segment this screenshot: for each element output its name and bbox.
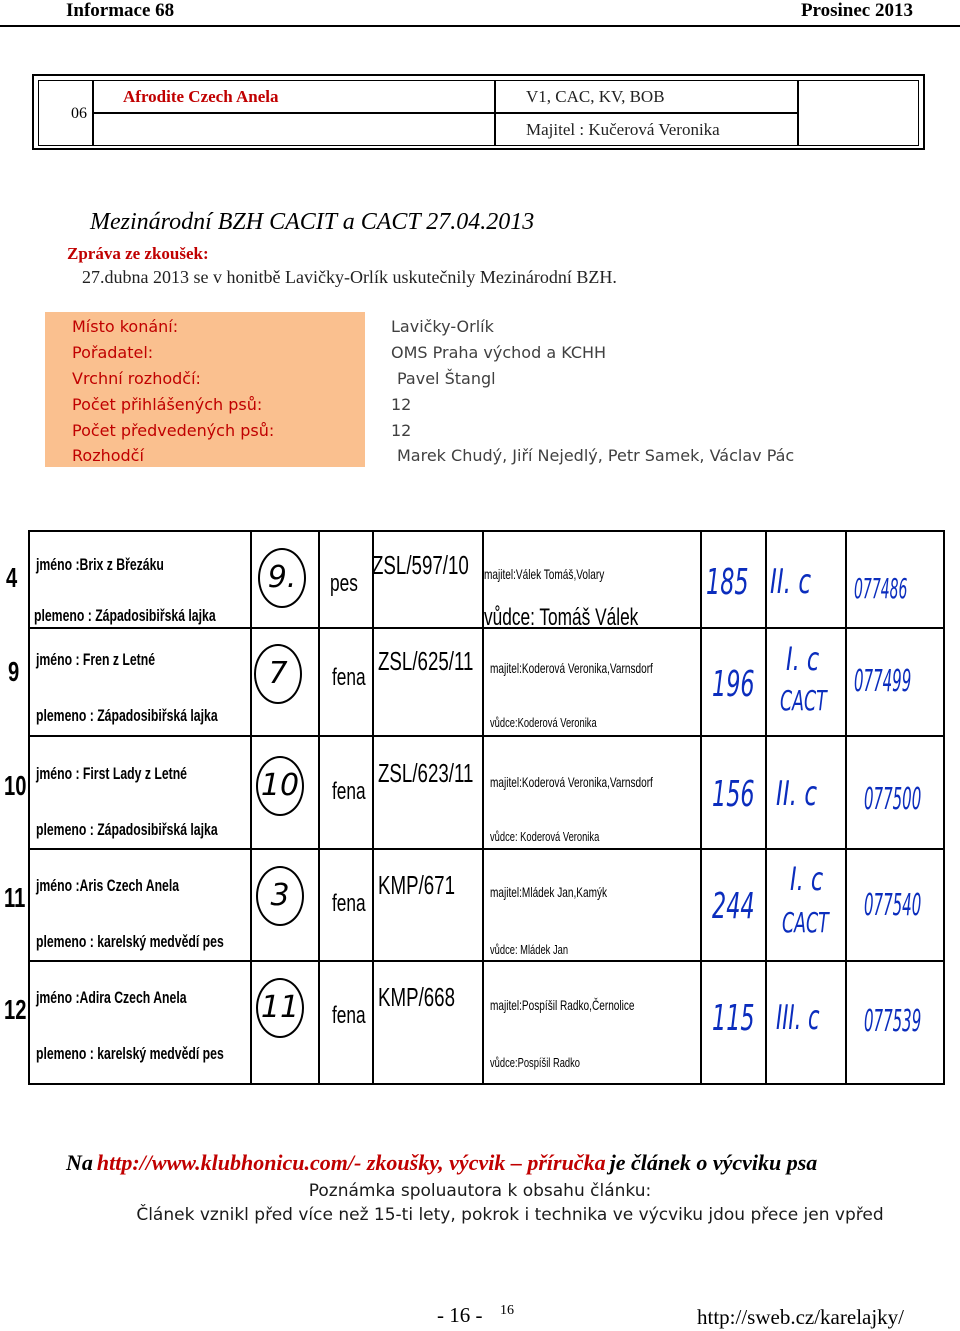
row-divider — [30, 960, 943, 962]
column-divider — [372, 532, 374, 1083]
table-cell-dog — [93, 80, 495, 113]
entry-code: 077539 — [864, 1004, 922, 1039]
entry-code: 077486 — [854, 572, 908, 605]
entry-no: 12 — [4, 994, 27, 1025]
entry-draw: 7 — [268, 656, 288, 691]
coauthor-note-text: Článek vznikl před více než 15-ti lety, pokrok i technika ve výcviku jdou přece jen vpřed — [136, 1205, 884, 1225]
entry-name: jméno :Aris Czech Anela — [36, 876, 180, 895]
label-place: Místo konání: — [72, 317, 179, 336]
link-prefix: Na — [66, 1150, 93, 1175]
entry-no: 10 — [4, 770, 27, 801]
column-divider — [250, 532, 252, 1083]
entry-prize: II. c — [776, 774, 818, 814]
article-link-line — [66, 1150, 817, 1176]
entry-breed: plemeno : Západosibiřská lajka — [36, 820, 218, 839]
entry-sex: fena — [332, 1002, 366, 1029]
draw-circle — [258, 548, 306, 608]
entry-draw: 11 — [260, 990, 300, 1025]
entry-points: 185 — [706, 562, 749, 603]
footer-url[interactable]: http://sweb.cz/karelajky/ — [697, 1305, 905, 1329]
value-registered: 12 — [391, 395, 412, 414]
header-divider — [0, 25, 960, 27]
entry-owner: majitel:Koderová Veronika,Varnsdorf — [490, 774, 653, 790]
table-cell-empty — [93, 113, 495, 146]
column-divider — [700, 532, 702, 1083]
label-presented: Počet předvedených psů: — [72, 421, 275, 440]
entry-reg: ZSL/625/11 — [378, 646, 474, 676]
column-divider — [845, 532, 847, 1083]
report-label: Zpráva ze zkoušek: — [67, 244, 209, 263]
page-number: - 16 - — [437, 1303, 483, 1327]
label-chief-judge: Vrchní rozhodčí: — [72, 369, 201, 388]
entry-reg: KMP/671 — [378, 870, 456, 900]
entry-sex: fena — [332, 664, 366, 691]
label-organizer: Pořadatel: — [72, 343, 154, 362]
entry-draw: 3 — [270, 878, 290, 913]
entry-breed: plemeno : karelský medvědí pes — [36, 1044, 224, 1063]
value-organizer: OMS Praha východ a KCHH — [391, 343, 607, 362]
draw-circle — [254, 644, 302, 704]
entry-sex: fena — [332, 778, 366, 805]
entry-prize: I. c — [790, 860, 824, 898]
entry-breed: plemeno : Západosibiřská lajka — [36, 706, 218, 725]
coauthor-note-title: Poznámka spoluautora k obsahu článku: — [308, 1181, 652, 1201]
value-judges: Marek Chudý, Jiří Nejedlý, Petr Samek, Václav Pác — [397, 446, 795, 465]
entry-number: 06 — [71, 105, 87, 122]
entry-points: 156 — [712, 774, 755, 815]
entry-name: jméno : Fren z Letné — [36, 650, 156, 669]
entry-handler: vůdce: Koderová Veronika — [490, 829, 600, 844]
value-chief-judge: Pavel Štangl — [397, 369, 496, 388]
entry-owner: majitel:Mládek Jan,Kamýk — [490, 884, 608, 900]
entry-draw: 10 — [260, 768, 300, 803]
row-divider — [30, 848, 943, 850]
entry-handler: vůdce:Pospíšil Radko — [490, 1055, 581, 1070]
entry-reg: ZSL/623/11 — [378, 758, 474, 788]
month-label: Prosinec 2013 — [800, 0, 913, 21]
dog-name: Afrodite Czech Anela — [123, 87, 279, 106]
entry-draw: 9. — [267, 560, 297, 595]
entry-points: 115 — [712, 998, 755, 1039]
draw-circle — [256, 978, 304, 1038]
entry-handler: vůdce: Mládek Jan — [490, 942, 569, 957]
entry-prize2: CACT — [782, 906, 829, 939]
entry-breed: plemeno : Západosibiřská lajka — [34, 606, 216, 625]
entry-code: 077500 — [864, 782, 922, 817]
entry-reg: KMP/668 — [378, 982, 456, 1012]
table-cell-extra — [798, 80, 919, 146]
table-cell-number — [38, 80, 93, 146]
entry-breed: plemeno : karelský medvědí pes — [36, 932, 224, 951]
entry-code: 077540 — [864, 888, 922, 923]
entry-points: 244 — [712, 886, 755, 927]
dog-titles: V1, CAC, KV, BOB — [526, 87, 665, 106]
value-place: Lavičky-Orlík — [391, 317, 494, 336]
entry-reg: ZSL/597/10 — [372, 550, 469, 580]
entry-owner: majitel:Válek Tomáš,Volary — [484, 566, 605, 582]
issue-label: Informace 68 — [66, 0, 175, 21]
table-cell-titles — [495, 80, 798, 113]
column-divider — [318, 532, 320, 1083]
entry-owner: majitel:Pospíšil Radko,Černolice — [490, 997, 635, 1013]
article-title: Mezinárodní BZH CACIT a CACT 27.04.2013 — [90, 209, 535, 235]
entry-no: 9 — [8, 656, 20, 687]
entry-points: 196 — [712, 664, 755, 705]
label-judges: Rozhodčí — [72, 446, 144, 465]
page-header — [0, 0, 960, 24]
draw-circle — [256, 866, 304, 926]
article-link[interactable]: http://www.klubhonicu.com/- zkoušky, výcvik – příručka — [96, 1150, 606, 1175]
entry-code: 077499 — [854, 664, 912, 699]
entry-prize: II. c — [770, 562, 812, 602]
row-divider — [30, 735, 943, 737]
value-presented: 12 — [391, 421, 412, 440]
table-cell-owner — [495, 113, 798, 146]
entry-handler: vůdce:Koderová Veronika — [490, 715, 597, 730]
entry-prize: I. c — [786, 640, 820, 678]
entry-no: 4 — [6, 562, 18, 593]
dog-owner: Majitel : Kučerová Veronika — [526, 120, 720, 139]
entry-name: jméno :Adira Czech Anela — [36, 988, 187, 1007]
column-divider — [765, 532, 767, 1083]
entry-sex: pes — [330, 570, 358, 597]
draw-circle — [256, 756, 304, 816]
entry-prize: III. c — [776, 998, 820, 1038]
entry-name: jméno :Brix z Březáku — [36, 555, 164, 574]
entry-sex: fena — [332, 890, 366, 917]
article-intro: 27.dubna 2013 se v honitbě Lavičky-Orlík uskutečnily Mezinárodní BZH. — [82, 267, 617, 287]
page-number-small: 16 — [500, 1303, 514, 1318]
info-labels-panel — [45, 312, 365, 467]
link-suffix: je článek o výcviku psa — [609, 1150, 818, 1175]
entry-name: jméno : First Lady z Letné — [36, 764, 187, 783]
entry-owner: majitel:Koderová Veronika,Varnsdorf — [490, 660, 653, 676]
entry-prize2: CACT — [780, 684, 827, 717]
entry-no: 11 — [4, 882, 26, 913]
result-table — [32, 74, 925, 150]
label-registered: Počet přihlášených psů: — [72, 395, 263, 414]
entry-handler: vůdce: Tomáš Válek — [484, 604, 639, 631]
